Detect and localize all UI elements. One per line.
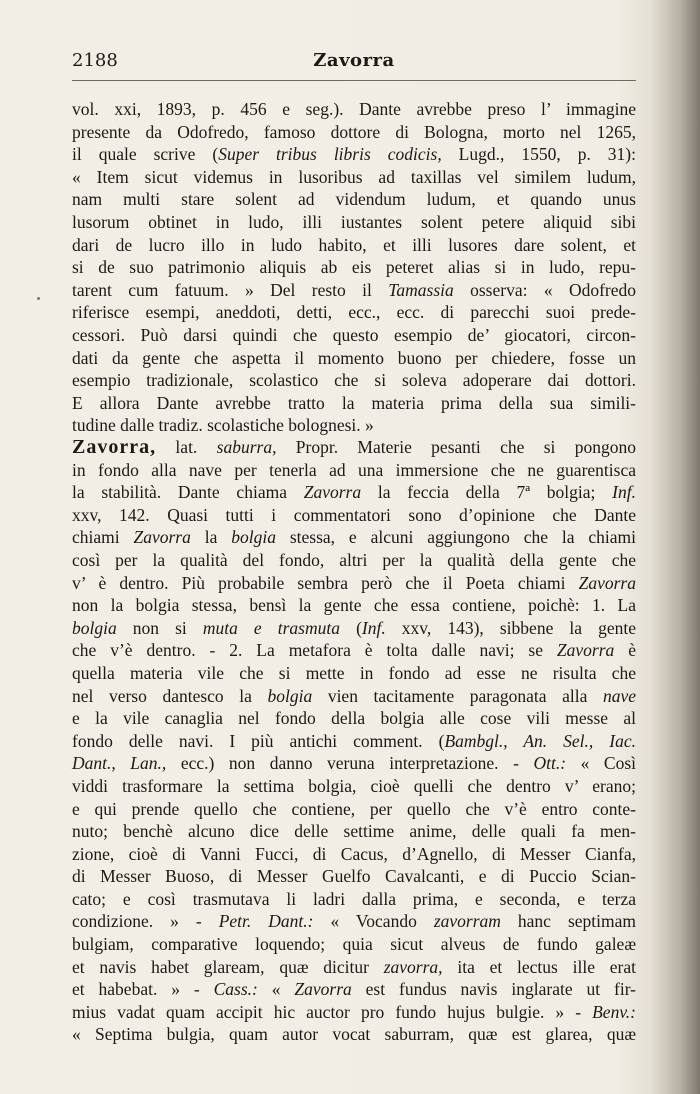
italic-text: bolgia [231,527,276,548]
text-line [72,933,636,956]
text-line [72,639,636,662]
text-segment: Lugd., 1550, p. 31): [441,144,637,165]
text-line [72,956,636,979]
text-line [72,459,636,482]
text-segment: xxv, 142. Quasi tutti i commentatori sono d’opinione che Dante [72,504,636,525]
text-segment: non si [116,617,203,638]
text-segment: la [190,527,232,548]
text-line [72,347,636,370]
text-segment: chiami [72,527,134,548]
text-segment: la stabilità. Dante chiama [72,482,304,503]
text-segment: nam multi stare solent ad videndum ludum, et quando unus [72,189,636,210]
text-segment: tarent cum fatuum. » Del resto il [72,279,389,300]
italic-text: zavorra, [383,956,443,977]
text-line [72,526,636,549]
text-line [72,166,636,189]
text-segment: cessori. Può darsi quindi che questo esempio de’ giocatori, circon- [72,324,636,345]
text-line [72,301,636,324]
text-line [72,98,636,121]
text-line [72,865,636,888]
page-number: 2188 [72,50,118,71]
text-segment: hanc septimam [500,911,636,932]
headword: Zavorra, [72,436,157,458]
italic-text: Bambgl., An. Sel., Iac. [444,730,636,751]
text-line [72,752,636,775]
italic-text: nave [602,685,637,706]
italic-text: zavorram [433,911,501,932]
text-line [72,843,636,866]
text-line [72,369,636,392]
margin-speck [37,297,40,300]
text-segment: riferisce esempi, aneddoti, detti, ecc., ecc. di parecchi suoi prede- [72,302,636,323]
text-segment: viddi trasformare la settima bolgia, cioè quelli che dentro v’ erano; [72,775,636,796]
italic-text: Super tribus libris codicis, [218,144,442,165]
text-segment: e qui prende quello che contiene, per quello che v’è entro conte- [72,798,636,819]
text-segment: « Così [566,753,637,774]
italic-text: Inf. [361,617,386,638]
italic-text: Zavorra [133,527,191,548]
italic-text: bolgia [267,685,313,706]
text-segment: zione, cioè di Vanni Fucci, di Cacus, d’Agnello, di Messer Cianfa, [72,843,636,864]
text-segment: et habebat. » - [72,979,214,1000]
text-segment: e la vile canaglia nel fondo della bolgia alle cose vili messe al [72,708,636,729]
text-segment: il quale scrive ( [72,144,219,165]
italic-text: Cass.: [213,979,258,1000]
text-line [72,820,636,843]
text-segment: vien tacitamente paragonata alla [312,685,603,706]
text-segment: condizione. » - [72,911,219,932]
text-segment: « Item sicut videmus in lusoribus ad taxillas vel similem ludum, [72,166,636,187]
text-line [72,617,636,640]
text-line [72,594,636,617]
text-segment: stessa, e alcuni aggiungono che la chiami [275,527,636,548]
text-segment: ecc.) non danno veruna interpretazione. - [166,753,534,774]
text-line [72,211,636,234]
italic-text: Inf. [612,482,636,503]
text-segment: nel verso dantesco la [72,685,268,706]
text-line [72,504,636,527]
text-line [72,730,636,753]
text-line [72,234,636,257]
text-line [72,775,636,798]
paragraph-zavorra-entry [72,436,636,1046]
text-line [72,279,636,302]
text-segment: v’ è dentro. Più probabile sembra però che il Poeta chiami [72,572,579,593]
text-line [72,662,636,685]
text-line [72,888,636,911]
text-segment: si de suo patrimonio aliquis ab eis peteret alias si in ludo, repu- [72,257,636,278]
text-segment: « [257,979,295,1000]
paragraph-citation [72,98,636,437]
italic-text: Tamassia [388,279,454,300]
text-segment: lusorum obtinet in ludo, illi iustantes solent petere aliquid sibi [72,211,636,232]
text-segment: è [614,640,636,661]
italic-text: Benv.: [592,1001,636,1022]
italic-text: Zavorra [303,482,362,503]
italic-text: muta e trasmuta [202,617,340,638]
italic-text: Zavorra [556,640,615,661]
text-segment: E allora Dante avrebbe tratto la materia prima della sua simili- [72,392,636,413]
text-line [72,256,636,279]
running-head: Zavorra [313,50,395,71]
text-line [72,685,636,708]
text-segment: presente da Odofredo, famoso dottore di Bologna, morto nel 1265, [72,121,636,142]
italic-text: Zavorra [578,572,636,593]
text-line [72,481,636,504]
text-segment: « Vocando [313,911,434,932]
italic-text: Dant., Lan., [72,753,167,774]
text-segment: dari de lucro illo in ludo habito, et illi lusores dare solent, et [72,234,636,255]
text-line [72,121,636,144]
text-line [72,910,636,933]
text-segment: dati da gente che aspetta il momento buono per chiedere, fosse un [72,347,636,368]
text-segment: nuto; benchè alcuno dice delle settime anime, delle quali fa men- [72,821,636,842]
text-segment: ( [340,617,362,638]
text-segment: così per la qualità del fondo, altri per la qualità della gente che [72,549,636,570]
italic-text: Petr. Dant.: [218,911,314,932]
text-segment: esempio tradizionale, scolastico che si soleva adoperare dai dottori. [72,370,636,391]
text-line [72,436,636,459]
text-line [72,978,636,1001]
text-segment: non la bolgia stessa, bensì la gente che essa contiene, poichè: 1. La [72,595,636,616]
text-line [72,1001,636,1024]
text-segment: « Septima bulgia, quam autor vocat saburram, quæ est glarea, quæ [72,1024,636,1045]
text-segment: di Messer Buoso, di Messer Guelfo Cavalcanti, e di Puccio Scian- [72,866,636,887]
text-line [72,798,636,821]
text-line [72,324,636,347]
text-line [72,414,636,437]
text-segment: vol. xxi, 1893, p. 456 e seg.). Dante avrebbe preso l’ immagine [72,99,636,119]
text-segment: bulgiam, comparative loquendo; quia sicut alveus de fundo galeæ [72,934,636,955]
italic-text: Ott.: [533,753,567,774]
text-line [72,188,636,211]
italic-text: saburra, [216,437,277,457]
text-segment: Propr. Materie pesanti che si pongono [276,437,636,457]
text-line [72,572,636,595]
page-header [72,50,636,81]
text-line [72,392,636,415]
text-segment: fondo delle navi. I più antichi comment. ( [72,730,445,751]
text-segment: la feccia della 7ª bolgia; [361,482,613,503]
text-segment: xxv, 143), sibbene la gente [385,617,636,638]
text-segment: tudine dalle tradiz. scolastiche bolognesi. » [72,415,374,436]
text-line [72,549,636,572]
text-segment: et navis habet glaream, quæ dicitur [72,956,384,977]
text-segment: lat. [156,437,217,457]
text-segment: osserva: « Odofredo [453,279,637,300]
text-line [72,707,636,730]
italic-text: Zavorra [294,979,352,1000]
text-line [72,1023,636,1046]
text-segment: ita et lectus ille erat [442,956,636,977]
text-line [72,143,636,166]
text-segment: est fundus navis inglarate ut fir- [351,979,636,1000]
text-segment: cato; e così trasmutava li ladri dalla prima, e seconda, e terza [72,888,636,909]
text-segment: che v’è dentro. - 2. La metafora è tolta dalle navi; se [72,640,557,661]
text-segment: mius vadat quam accipit hic auctor pro fundo hujus bulgie. » - [72,1001,593,1022]
italic-text: bolgia [72,617,117,638]
text-segment: in fondo alla nave per tenerla ad una immersione che ne guarentisca [72,459,636,480]
text-segment: quella materia vile che si mette in fondo ad esse ne risulta che [72,662,636,683]
